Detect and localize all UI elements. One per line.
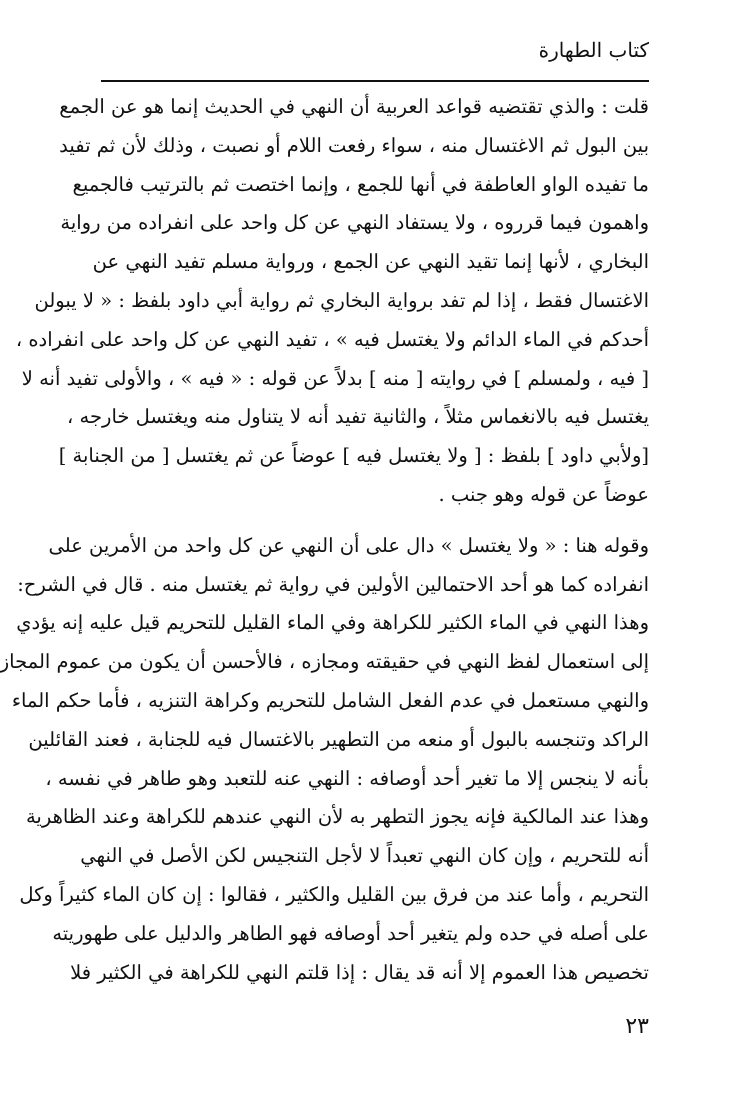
text-line: التحريم ، وأما عند من فرق بين القليل والكثير ، فقالوا : إن كان الماء كثيراً وكل [19,882,649,906]
text-line: قلت : والذي تقتضيه قواعد العربية أن النهي في الحديث إنما هو عن الجمع [59,95,649,118]
text-line: بين البول ثم الاغتسال منه ، سواء رفعت اللام أو نصبت ، وذلك لأن ثم تفيد [59,133,649,157]
text-line: تخصيص هذا العموم إلا أنه قد يقال : إذا قلتم النهي للكراهة في الكثير فلا [70,960,649,984]
text-line: أنه للتحريم ، وإن كان النهي تعبداً لا لأجل التنجيس لكن الأصل في النهي [80,844,649,868]
text-line: [ولأبي داود ] بلفظ : [ ولا يغتسل فيه ] عوضاً عن ثم يغتسل [ من الجنابة ] [58,444,649,468]
text-line: بأنه لا ينجس إلا ما تغير أحد أوصافه : النهي عنه للتعبد وهو طاهر في نفسه ، [45,766,649,790]
page-number: ٢٣ [625,1014,649,1039]
text-line: وقوله هنا : « ولا يغتسل » دال على أن النهي عن كل واحد من الأمرين على [48,533,649,557]
text-line: انفراده كما هو أحد الاحتمالين الأولين في رواية ثم يغتسل منه . قال في الشرح: [17,572,649,596]
text-line: يغتسل فيه بالانغماس مثلاً ، والثانية تفيد أنه لا يتناول منه ويغتسل خارجه ، [67,405,649,429]
text-line: أحدكم في الماء الدائم ولا يغتسل فيه » ، تفيد النهي عن كل واحد على انفراده ، [15,327,649,351]
page-body [0,88,649,992]
paragraph-2 [0,527,649,993]
text-line: الاغتسال فقط ، إذا لم تفد برواية البخاري ثم رواية أبي داود بلفظ : « لا يبولن [34,288,649,312]
running-head-title: كتاب الطهارة [538,38,649,62]
text-line: الراكد وتنجسه بالبول أو منعه من التطهير بالاغتسال فيه للجنابة ، فعند القائلين [28,727,649,751]
text-line: وهذا عند المالكية فإنه يجوز التطهر به لأن النهي عندهم للكراهة وعند الظاهرية [25,805,649,829]
text-line: على أصله في حده ولم يتغير أحد أوصافه فهو الطاهر والدليل على طهوريته [52,921,649,945]
text-line: والنهي مستعمل في عدم الفعل الشامل للتحريم وكراهة التنزيه ، فأما حكم الماء [11,688,649,712]
text-line: [ فيه ، ولمسلم ] في روايته [ منه ] بدلاً عن قوله : « فيه » ، والأولى تفيد أنه لا [21,366,649,390]
paragraph-1 [15,88,649,515]
text-line: وهذا النهي في الماء الكثير للكراهة وفي الماء القليل للتحريم قيل عليه إنه يؤدي [16,611,649,635]
text-line: واهمون فيما قرروه ، ولا يستفاد النهي عن كل واحد على انفراده من رواية [60,211,649,235]
header-rule [101,80,649,82]
text-line: إلى استعمال لفظ النهي في حقيقته ومجازه ، فالأحسن أن يكون من عموم المجاز [0,650,649,674]
text-line: عوضاً عن قوله وهو جنب . [438,482,649,506]
text-line: البخاري ، لأنها إنما تقيد النهي عن الجمع ، ورواية مسلم تفيد النهي عن [92,250,649,274]
text-line: ما تفيده الواو العاطفة في أنها للجمع ، وإنما اختصت ثم بالترتيب فالجميع [72,172,649,196]
